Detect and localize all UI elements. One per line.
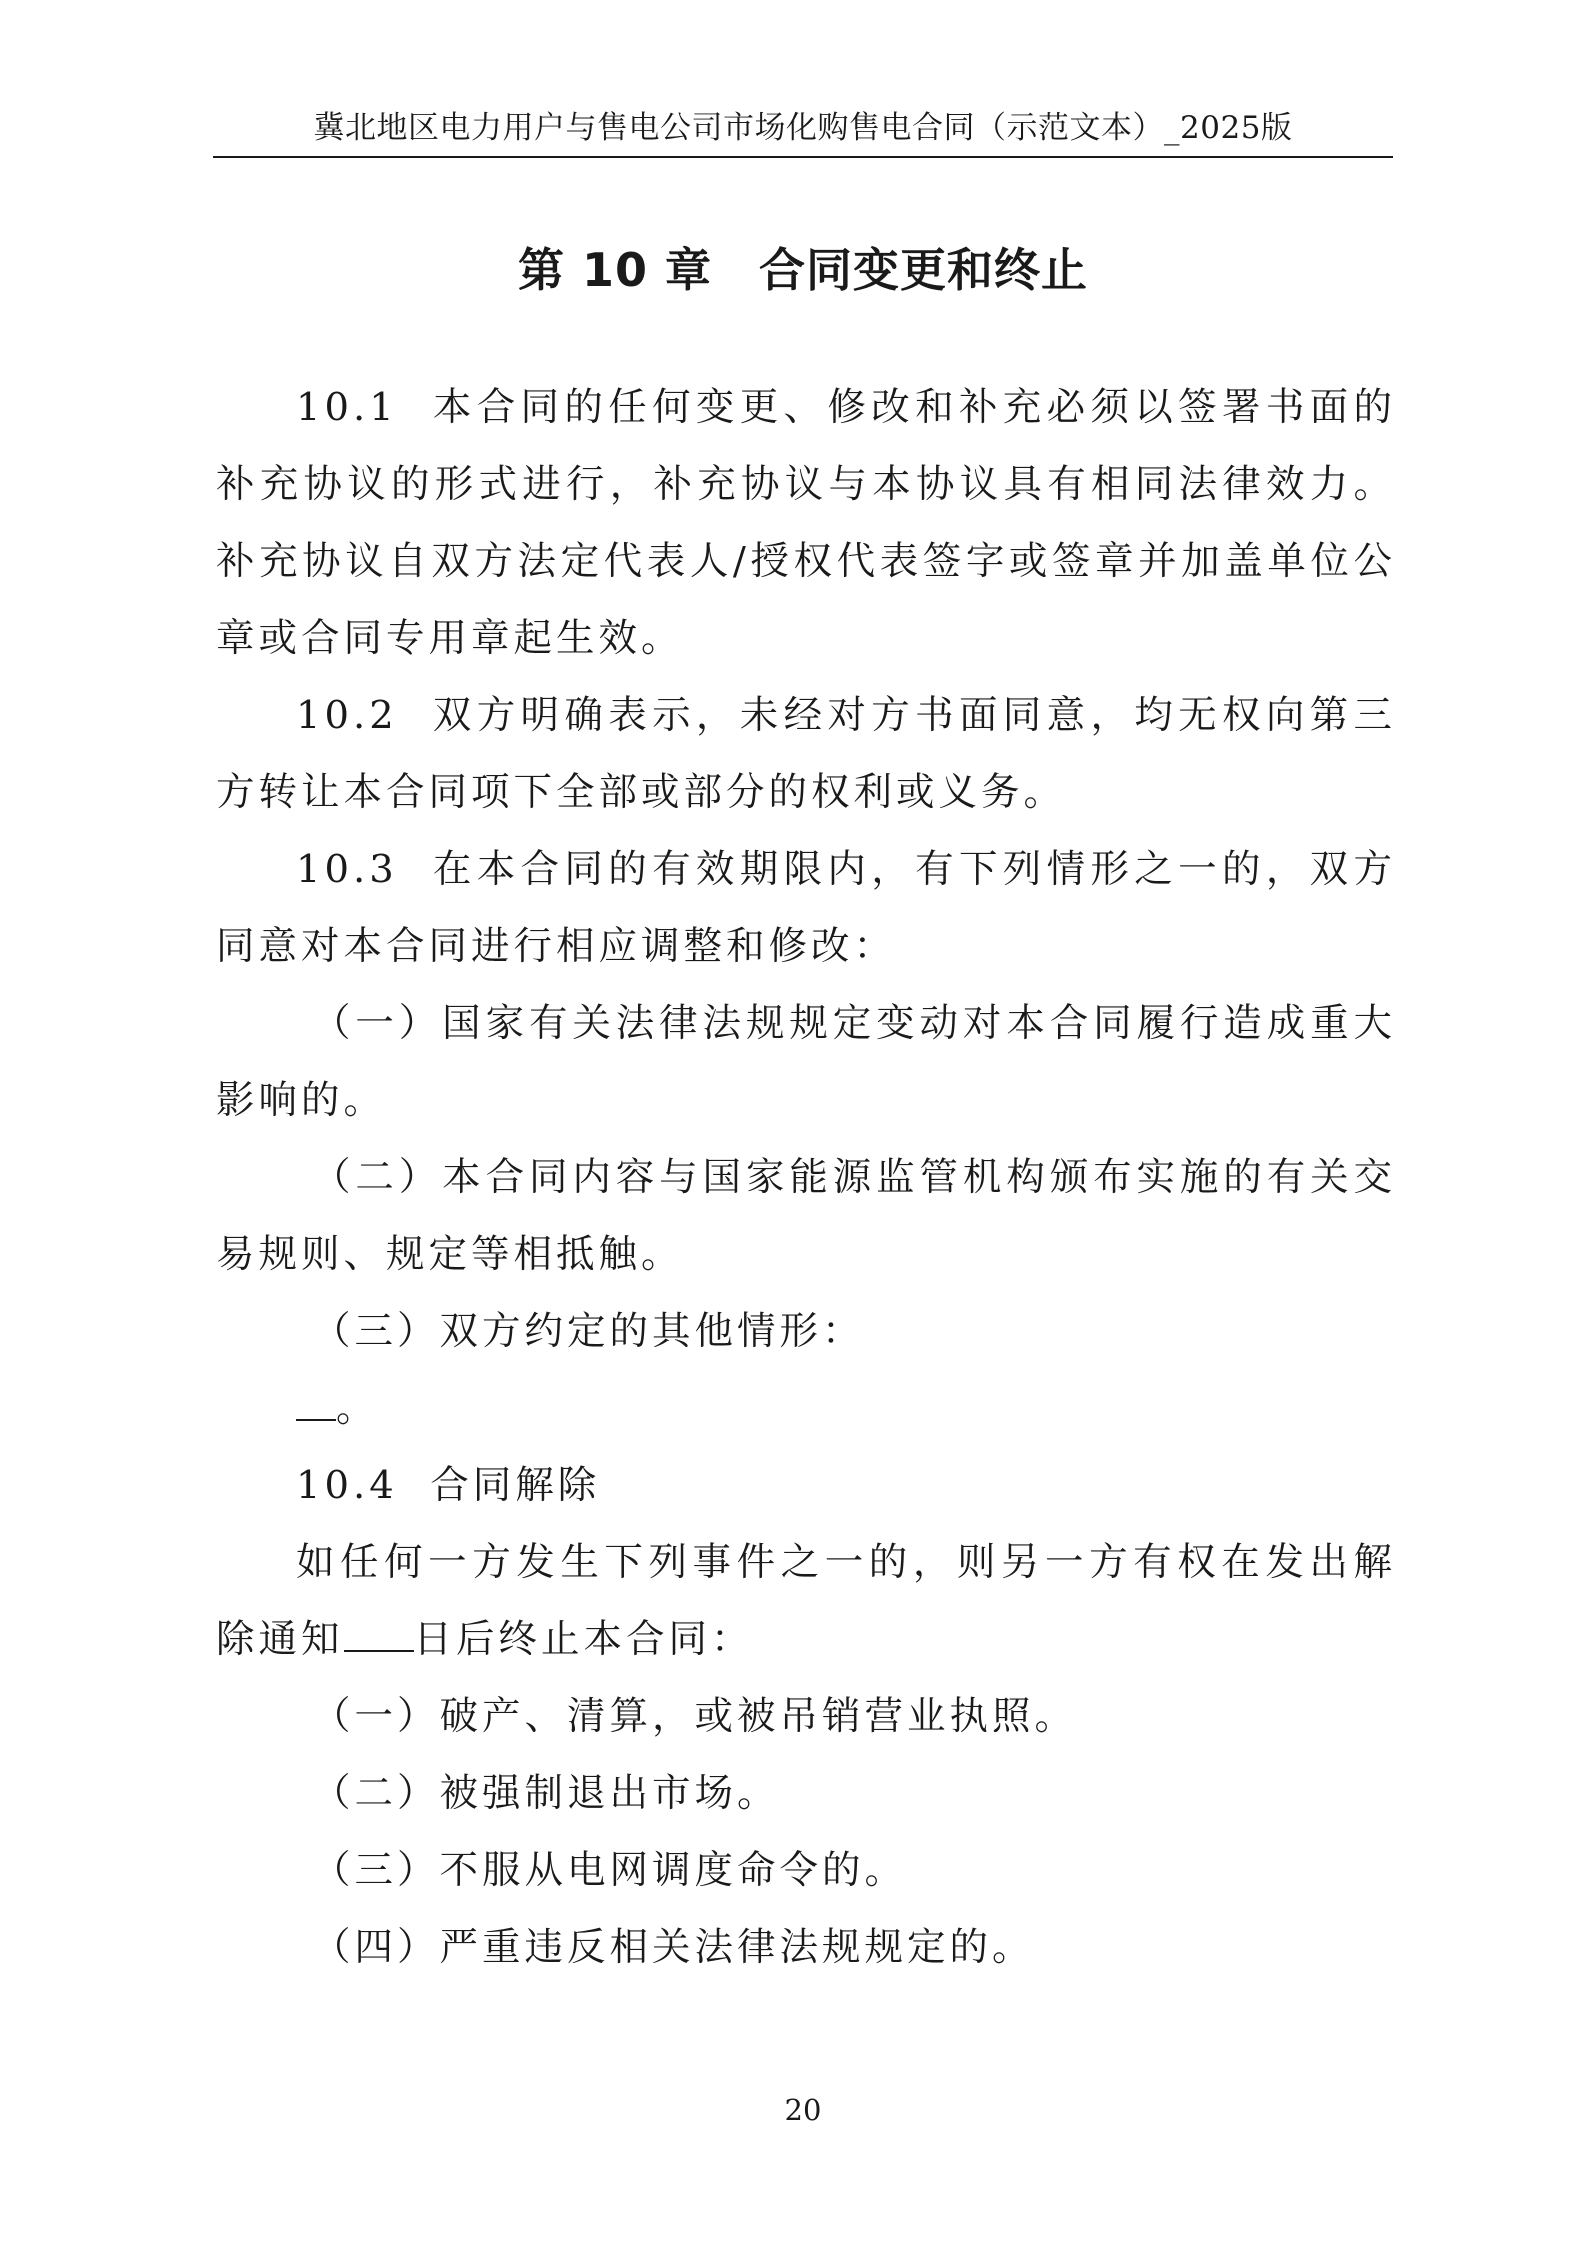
clause-10-4-intro-start: 如任何一方发生下列事件之一的，则另一方有权在发出解除通知 xyxy=(216,1540,1396,1662)
clause-10-4-intro-end: 日后终止本合同： xyxy=(413,1617,754,1662)
clause-10-3-item-2: （二）本合同内容与国家能源监管机构颁布实施的有关交易规则、规定等相抵触。 xyxy=(216,1155,1396,1277)
clause-10-4-item-3: （三）不服从电网调度命令的。 xyxy=(312,1848,908,1893)
clause-10-3-item-1: （一）国家有关法律法规规定变动对本合同履行造成重大影响的。 xyxy=(216,1001,1396,1123)
clause-10-3: 10.3 在本合同的有效期限内，有下列情形之一的，双方同意对本合同进行相应调整和修改： xyxy=(216,847,1396,969)
clause-10-4-heading: 10.4 合同解除 xyxy=(296,1463,601,1508)
clause-10-2: 10.2 双方明确表示，未经对方书面同意，均无权向第三方转让本合同项下全部或部分的权利或义务。 xyxy=(216,693,1396,815)
chapter-title: 第 10 章 合同变更和终止 xyxy=(517,243,1089,297)
fill-line-end: 。 xyxy=(336,1386,379,1431)
document-body xyxy=(216,369,1396,1986)
clause-10-4-intro xyxy=(216,1524,1396,1678)
page-number: 20 xyxy=(784,2093,822,2127)
clause-10-4-item-1: （一）破产、清算，或被吊销营业执照。 xyxy=(312,1694,1078,1739)
clause-10-3-item-3-fill-line xyxy=(216,1370,1396,1447)
fill-in-blank xyxy=(296,1379,336,1421)
clause-10-4-item-2: （二）被强制退出市场。 xyxy=(312,1771,780,1816)
days-fill-in-blank xyxy=(344,1610,414,1652)
document-header: 冀北地区电力用户与售电公司市场化购售电合同（示范文本）_2025版 xyxy=(313,110,1293,146)
clause-10-4-item-4: （四）严重违反相关法律法规规定的。 xyxy=(312,1925,1035,1970)
clause-10-1: 10.1 本合同的任何变更、修改和补充必须以签署书面的补充协议的形式进行，补充协议与本协议具有相同法律效力。补充协议自双方法定代表人/授权代表签字或签章并加盖单位公章或合同专用章起生效。 xyxy=(216,385,1396,661)
header-divider xyxy=(213,156,1393,158)
clause-10-3-item-3: （三）双方约定的其他情形： xyxy=(312,1309,865,1354)
